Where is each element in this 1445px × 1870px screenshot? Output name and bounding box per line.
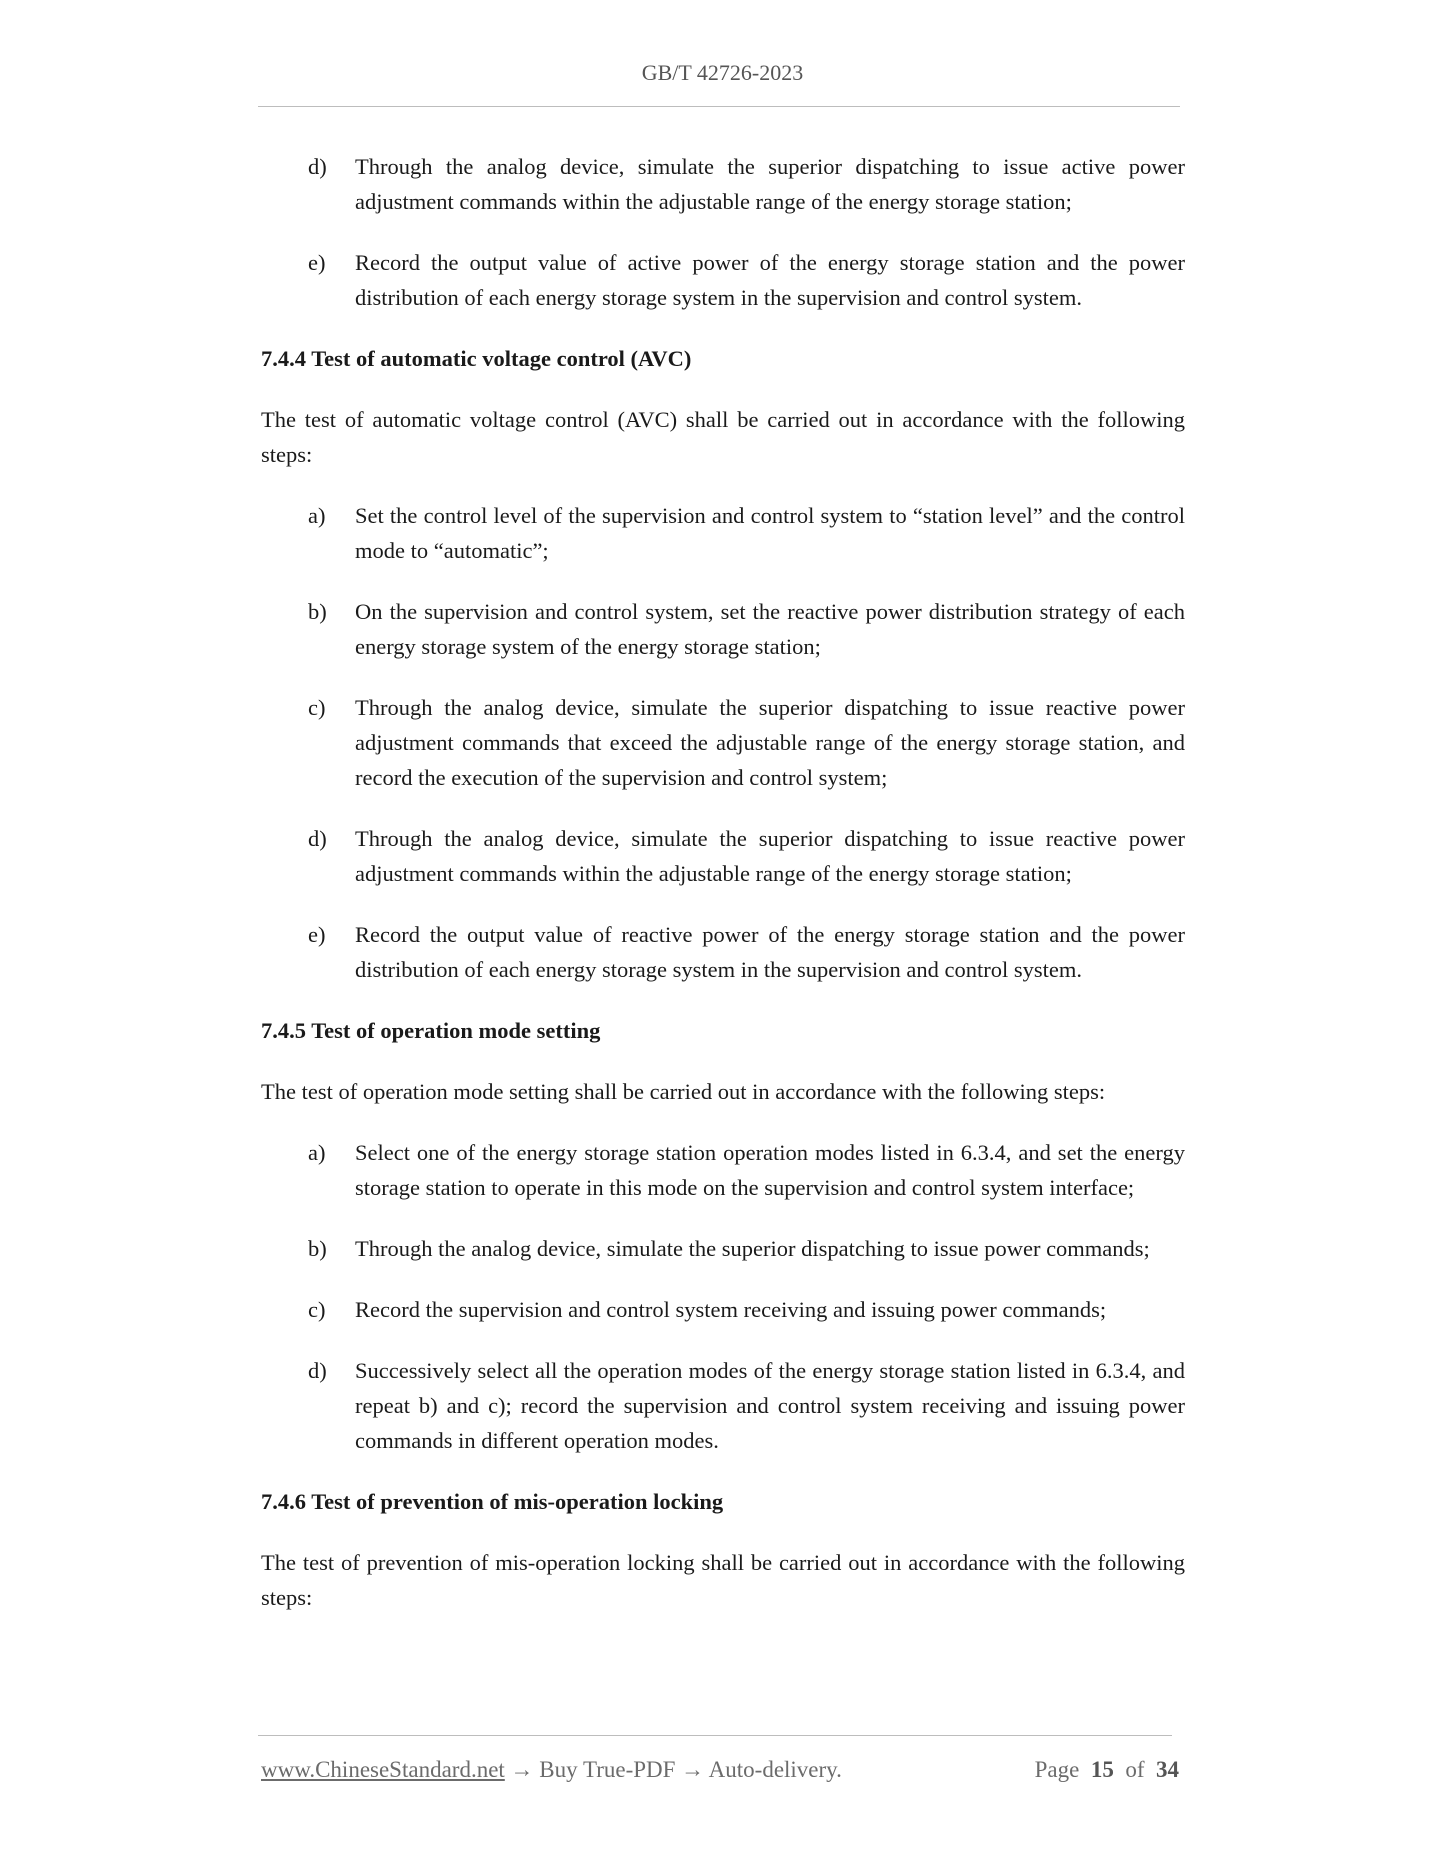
footer-tagline: → Buy True-PDF → Auto-delivery. [504, 1757, 842, 1782]
list-item-text: Through the analog device, simulate the superior dispatching to issue reactive power adjustment commands within the adjustable range of the energy storage station; [355, 826, 1185, 886]
list-item-letter: b) [308, 599, 327, 624]
header-divider [258, 106, 1180, 107]
footer-left [261, 1757, 842, 1783]
list-item-letter: a) [308, 1140, 326, 1165]
list-item [261, 690, 1185, 795]
list-item [261, 149, 1185, 219]
list-item [261, 821, 1185, 891]
list-item [261, 1353, 1185, 1458]
list-item-letter: e) [308, 250, 326, 275]
section-heading-7-4-5: 7.4.5 Test of operation mode setting [261, 1018, 601, 1043]
website-link[interactable]: www.ChineseStandard.net [261, 1757, 505, 1782]
list-item-letter: d) [308, 1358, 327, 1383]
list-item-letter: c) [308, 695, 326, 720]
list-item-text: Successively select all the operation modes of the energy storage station listed in 6.3.4, and repeat b) and c); record the supervision and control system receiving and issuing power commands in different operation modes. [355, 1358, 1185, 1453]
section-heading-7-4-4: 7.4.4 Test of automatic voltage control (AVC) [261, 346, 692, 371]
list-item [261, 245, 1185, 315]
list-item [261, 498, 1185, 568]
list-item-text: Select one of the energy storage station operation modes listed in 6.3.4, and set the energy storage station to operate in this mode on the supervision and control system interface; [355, 1140, 1185, 1200]
list-item-letter: d) [308, 826, 327, 851]
page-number [1035, 1757, 1179, 1783]
section-intro-7-4-5: The test of operation mode setting shall be carried out in accordance with the following steps: [261, 1079, 1106, 1104]
list-item-text: Set the control level of the supervision and control system to “station level” and the control mode to “automatic”; [355, 503, 1185, 563]
list-item-text: Record the output value of active power of the energy storage station and the power distribution of each energy storage system in the supervision and control system. [355, 250, 1185, 310]
page-label: Page [1034, 1757, 1080, 1782]
list-item-letter: a) [308, 503, 326, 528]
list-item [261, 917, 1185, 987]
list-item-letter: b) [308, 1236, 327, 1261]
list-item-text: Record the output value of reactive power of the energy storage station and the power distribution of each energy storage system in the supervision and control system. [355, 922, 1185, 982]
list-item-text: Through the analog device, simulate the superior dispatching to issue active power adjustment commands within the adjustable range of the energy storage station; [355, 154, 1185, 214]
page-current: 15 [1090, 1757, 1114, 1782]
section-intro-7-4-4: The test of automatic voltage control (AVC) shall be carried out in accordance with the following steps: [261, 407, 1185, 467]
list-item [261, 1135, 1185, 1205]
list-item-text: On the supervision and control system, set the reactive power distribution strategy of each energy storage system of the energy storage station; [355, 599, 1185, 659]
page-of-label: of [1125, 1757, 1145, 1782]
section-heading-7-4-6: 7.4.6 Test of prevention of mis-operation locking [261, 1489, 724, 1514]
list-item-letter: e) [308, 922, 326, 947]
list-item-text: Record the supervision and control system receiving and issuing power commands; [355, 1297, 1107, 1322]
list-item [261, 1292, 1185, 1327]
list-item-letter: c) [308, 1297, 326, 1322]
list-item-text: Through the analog device, simulate the superior dispatching to issue power commands; [355, 1236, 1150, 1261]
document-header-title: GB/T 42726-2023 [641, 60, 804, 85]
list-item-letter: d) [308, 154, 327, 179]
page-total: 34 [1156, 1757, 1179, 1782]
document-body [261, 149, 1185, 1641]
list-item [261, 594, 1185, 664]
page-footer [261, 1757, 1179, 1783]
footer-divider [258, 1735, 1172, 1736]
section-intro-7-4-6: The test of prevention of mis-operation locking shall be carried out in accordance with the following steps: [261, 1550, 1185, 1610]
list-item [261, 1231, 1185, 1266]
list-item-text: Through the analog device, simulate the superior dispatching to issue reactive power adjustment commands that exceed the adjustable range of the energy storage station, and record the execution of the supervision and control system; [355, 695, 1185, 790]
